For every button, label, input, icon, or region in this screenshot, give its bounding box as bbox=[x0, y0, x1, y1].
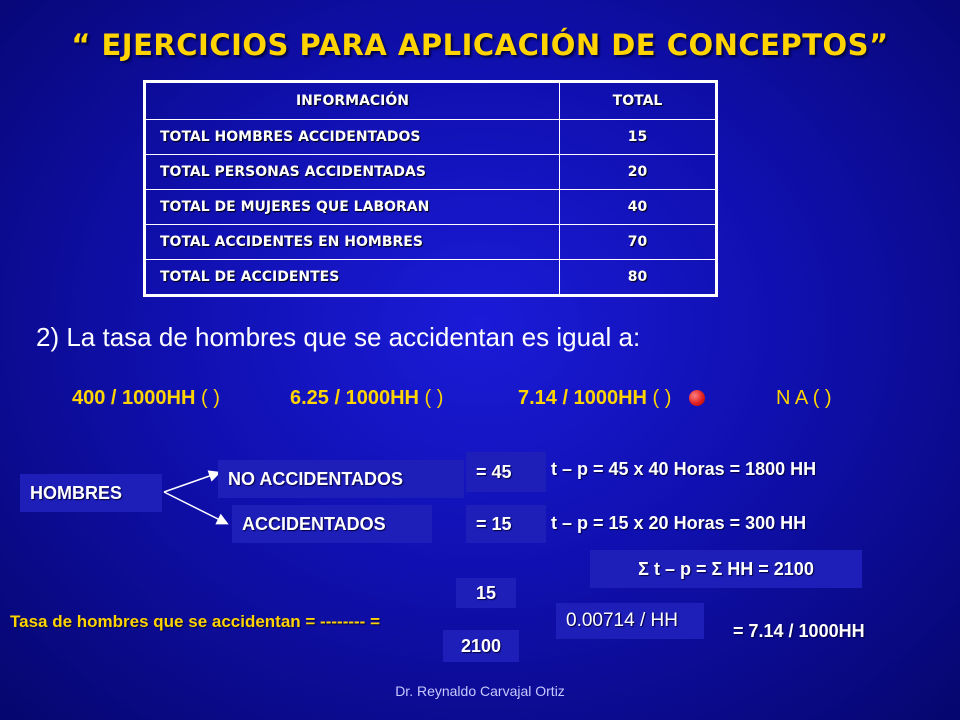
row-value: 80 bbox=[560, 260, 717, 296]
no-accidentados-box: NO ACCIDENTADOS bbox=[218, 460, 464, 498]
eq-accidentados: = 15 bbox=[466, 505, 546, 543]
sum-hh-box: Σ t – p = Σ HH = 2100 bbox=[590, 550, 862, 588]
option-b-paren: ( ) bbox=[424, 387, 444, 409]
column-header-total: TOTAL bbox=[560, 82, 717, 120]
rate-result: 0.00714 / HH bbox=[556, 603, 704, 639]
option-d-paren: ( ) bbox=[812, 387, 832, 409]
row-label: TOTAL PERSONAS ACCIDENTADAS bbox=[145, 155, 560, 190]
rate-numerator: 15 bbox=[456, 578, 516, 608]
info-table bbox=[143, 80, 718, 297]
row-label: TOTAL ACCIDENTES EN HOMBRES bbox=[145, 225, 560, 260]
row-label: TOTAL HOMBRES ACCIDENTADOS bbox=[145, 120, 560, 155]
option-d[interactable] bbox=[776, 387, 832, 410]
table-row bbox=[145, 155, 717, 190]
option-c-text: 7.14 / 1000HH bbox=[518, 387, 647, 409]
option-c[interactable] bbox=[518, 387, 671, 410]
option-d-text: N A bbox=[776, 387, 808, 409]
accidentados-box: ACCIDENTADOS bbox=[232, 505, 432, 543]
row-label: TOTAL DE MUJERES QUE LABORAN bbox=[145, 190, 560, 225]
table-row bbox=[145, 225, 717, 260]
page-title: “ EJERCICIOS PARA APLICACIÓN DE CONCEPTOS” bbox=[71, 28, 889, 62]
row-label: TOTAL DE ACCIDENTES bbox=[145, 260, 560, 296]
eq-no-accidentados: = 45 bbox=[466, 452, 546, 492]
table-row bbox=[145, 260, 717, 296]
option-b[interactable] bbox=[290, 387, 443, 410]
row-value: 20 bbox=[560, 155, 717, 190]
table-row bbox=[145, 190, 717, 225]
rate-label: Tasa de hombres que se accidentan = -------- = bbox=[10, 612, 380, 631]
rate-final: = 7.14 / 1000HH bbox=[733, 621, 865, 641]
option-a-paren: ( ) bbox=[200, 387, 220, 409]
row-value: 40 bbox=[560, 190, 717, 225]
option-a[interactable] bbox=[72, 387, 220, 410]
question-text: 2) La tasa de hombres que se accidentan es igual a: bbox=[36, 322, 641, 352]
row-value: 70 bbox=[560, 225, 717, 260]
selected-answer-marker-icon bbox=[689, 390, 705, 406]
calc-accidentados: t – p = 15 x 20 Horas = 300 HH bbox=[551, 513, 807, 533]
row-value: 15 bbox=[560, 120, 717, 155]
option-c-paren: ( ) bbox=[652, 387, 672, 409]
option-a-text: 400 / 1000HH bbox=[72, 387, 196, 409]
hombres-box: HOMBRES bbox=[20, 474, 162, 512]
column-header-informacion: INFORMACIÓN bbox=[145, 82, 560, 120]
rate-denominator: 2100 bbox=[443, 630, 519, 662]
option-b-text: 6.25 / 1000HH bbox=[290, 387, 419, 409]
table-row bbox=[145, 120, 717, 155]
table-header-row bbox=[145, 82, 717, 120]
footer-author: Dr. Reynaldo Carvajal Ortiz bbox=[395, 683, 565, 699]
calc-no-accidentados: t – p = 45 x 40 Horas = 1800 HH bbox=[551, 459, 817, 479]
